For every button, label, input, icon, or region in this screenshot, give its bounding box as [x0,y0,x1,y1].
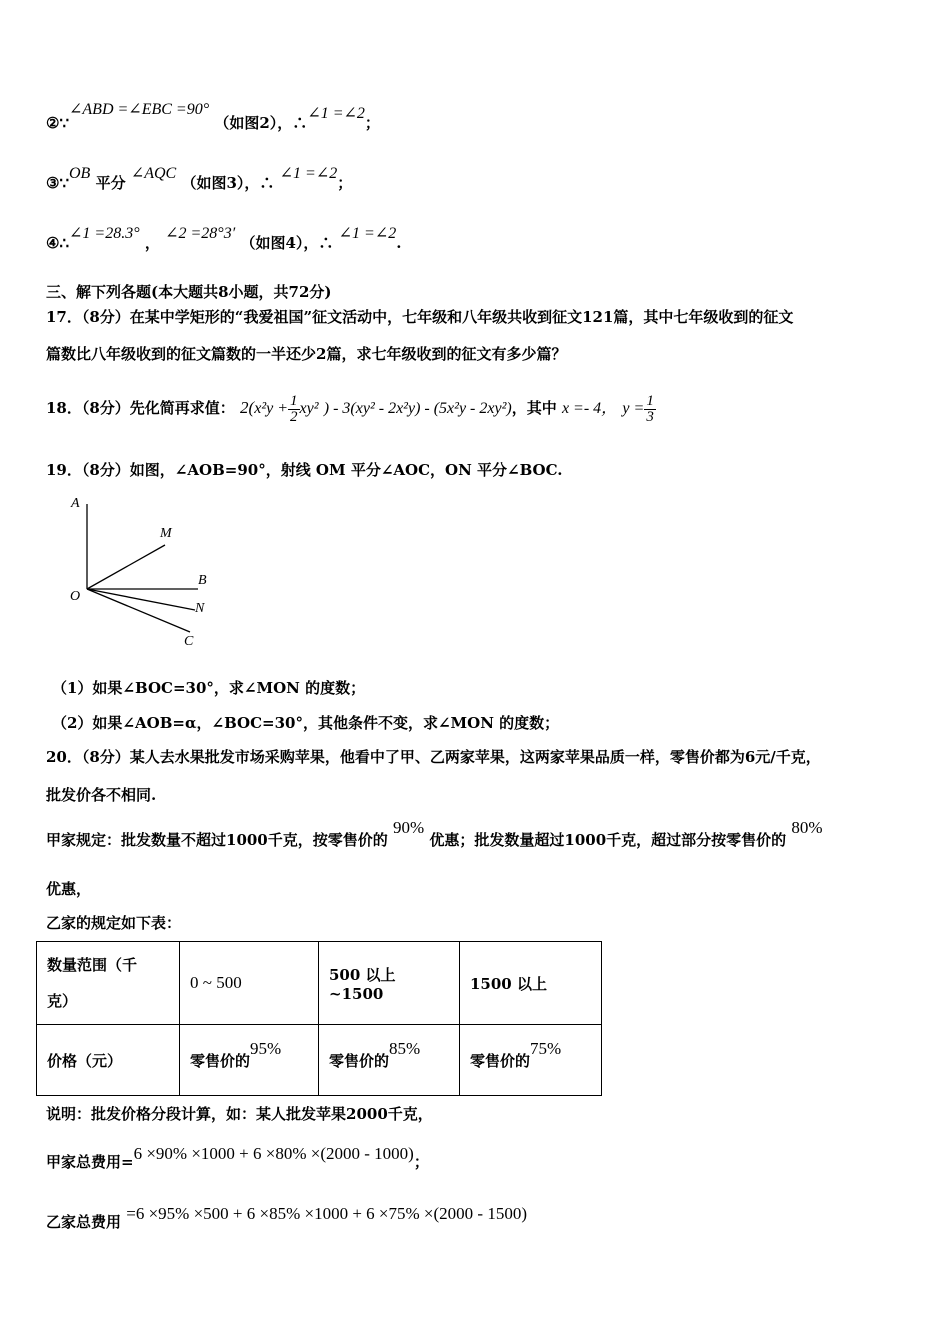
table-header-range [37,942,180,1025]
label-n: N [195,601,205,616]
q20-jia-a: 甲家规定：批发数量不超过1000千克，按零售价的 [46,831,388,849]
q18-expr-a: 2( [240,398,255,417]
q18-half-fraction [288,394,300,425]
table-range-3: 1500 以上 [460,942,602,1025]
q18-prefix: 18．（8分）先化简再求值： [46,399,235,417]
item-4-angle2: ∠2 =28°3′ [165,225,236,242]
item-4-end: . [396,234,402,252]
table-price-3: 75% [530,1038,562,1058]
table-price-label: 价格（元） [37,1025,180,1096]
q17-line2: 篇数比八年级收到的征文篇数的一半还少2篇，求七年级收到的征文有多少篇？ [46,345,567,363]
q20-yi-total [46,1204,528,1232]
item-3-angle: ∠AQC [130,165,177,182]
ray-on [87,589,195,610]
table-range-1: 0 ~ 500 [190,973,242,992]
label-o: O [70,589,81,604]
ray-oc [87,589,190,632]
table-retail-label: 零售价的 [470,1051,531,1070]
item-4-angle1: ∠1 =28.3° [69,225,140,242]
q20-note: 说明：批发价格分段计算，如：某人批发苹果2000千克， [46,1105,433,1123]
q20-jia-total-expr: 6 ×90% ×1000 + 6 ×80% ×(2000 - 1000) [133,1144,414,1163]
table-header-range-b: 克） [47,992,78,1010]
q20-jia-total-label: 甲家总费用= [46,1153,134,1171]
q19-sub2: （2）如果∠AOB=α，∠BOC=30°，其他条件不变，求∠MON 的度数； [52,714,560,732]
item-4 [46,225,402,253]
q20-jia-p2: 80% [791,818,823,837]
table-row [37,942,602,1025]
q18-y-label: y = [622,400,645,417]
label-m: M [160,526,172,541]
item-2 [46,101,380,133]
q18-third-fraction [644,394,656,425]
table-cell [180,1025,319,1096]
label-b: B [198,573,207,588]
q20-jia-total-end: ； [413,1153,429,1171]
table-retail-label: 零售价的 [190,1051,251,1070]
q18-third-den: 3 [646,408,654,425]
q20-jia-total [46,1144,429,1172]
item-3-figure-ref: （如图3），∴ [181,174,275,192]
table-row [37,1025,602,1096]
q19-sub1: （1）如果∠BOC=30°，求∠MON 的度数； [52,679,366,697]
q20-jia-c: 优惠， [46,880,92,898]
item-2-conclusion: ∠1 =∠2 [307,105,365,122]
q20-line1: 20．（8分）某人去水果批发市场采购苹果，他看中了甲、乙两家苹果，这两家苹果品质一样，零售价都为6元/千克， [46,748,821,766]
table-cell [180,942,319,1025]
q18-where: ，其中 [511,399,557,417]
label-a: A [71,496,80,511]
table-cell [319,1025,460,1096]
item-3-ob: OB [69,165,91,182]
q20-jia-rule [46,818,823,850]
label-c: C [184,634,194,649]
table-price-1: 95% [250,1038,282,1058]
q18-half-den: 2 [290,408,298,425]
table-header-range-a: 数量范围（千 [47,956,138,974]
q19-figure [60,492,230,652]
item-3 [46,165,353,193]
q18-expr-b: x²y + [254,400,289,417]
q20-yi-total-label: 乙家总费用 [46,1213,122,1231]
q18-expr-c: xy² [299,400,319,417]
q20-jia-b: 优惠；批发数量超过1000千克，超过部分按零售价的 [429,831,787,849]
q17-line1: 17．（8分）在某中学矩形的“我爱祖国”征文活动中，七年级和八年级共收到征文121篇，其中七年级收到的征文 [46,308,794,326]
q18-half-num: 1 [290,392,298,409]
section-3-heading: 三、解下列各题(本大题共8小题，共72分) [46,283,332,301]
q20-jia-p1: 90% [393,818,425,837]
q20-yi-intro: 乙家的规定如下表： [46,914,182,932]
item-2-marker: ②∵ [46,114,69,132]
q18-expr-d: ) - 3(xy² - 2x²y) - (5x²y - 2xy²) [323,400,512,417]
item-3-marker: ③∵ [46,174,69,192]
item-3-conclusion: ∠1 =∠2 [279,165,338,182]
table-price-2: 85% [389,1038,421,1058]
q20-line2: 批发价各不相同. [46,786,157,804]
table-range-2: 500 以上~1500 [319,942,460,1025]
item-2-figure-ref: （如图2），∴ [214,114,308,132]
item-4-figure-ref: （如图4），∴ [240,234,334,252]
item-2-end: ； [364,114,380,132]
item-3-end: ； [337,174,353,192]
item-4-marker: ④∴ [46,234,69,252]
ray-om [87,545,165,589]
item-4-conclusion: ∠1 =∠2 [338,225,397,242]
item-4-comma: ， [144,234,160,252]
q20-yi-total-expr: =6 ×95% ×500 + 6 ×85% ×1000 + 6 ×75% ×(2000 - 1500) [126,1204,528,1223]
q19-text: 19．（8分）如图，∠AOB=90°，射线 OM 平分∠AOC，ON 平分∠BOC. [46,461,563,479]
q18-x-value: x =- 4， [561,400,618,417]
item-3-bisect: 平分 [95,174,126,192]
table-cell [460,1025,602,1096]
q18-third-num: 1 [646,392,654,409]
yi-price-table [36,941,602,1096]
q18 [46,392,656,425]
table-retail-label: 零售价的 [329,1051,390,1070]
item-2-condition: ∠ABD =∠EBC =90° [69,101,210,118]
